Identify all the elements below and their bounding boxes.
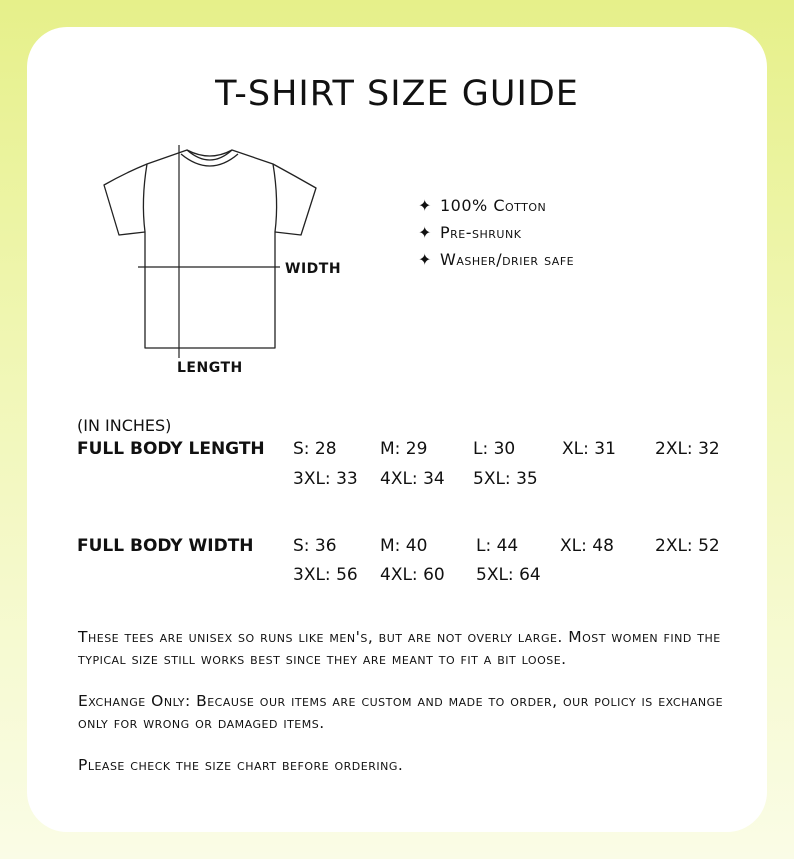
length-label: LENGTH xyxy=(177,360,243,376)
units-note: (IN INCHES) xyxy=(77,416,172,435)
length-size-s: S: 28 xyxy=(293,439,337,459)
width-size-m: M: 40 xyxy=(380,536,428,556)
four-point-star-icon: ✦ xyxy=(418,250,432,269)
width-size-xl: XL: 48 xyxy=(560,536,614,556)
features-list xyxy=(418,192,574,273)
length-size-m: M: 29 xyxy=(380,439,428,459)
length-size-3xl: 3XL: 33 xyxy=(293,469,358,489)
width-size-s: S: 36 xyxy=(293,536,337,556)
size-chart-reminder: Please check the size chart before ordering. xyxy=(78,756,404,774)
exchange-policy: Exchange Only: Because our items are custom and made to order, our policy is exchange only for wrong or damaged items. xyxy=(78,692,724,732)
width-size-2xl: 2XL: 52 xyxy=(655,536,720,556)
feature-text: Pre-shrunk xyxy=(440,223,522,242)
length-size-l: L: 30 xyxy=(473,439,516,459)
policy-notes xyxy=(78,626,738,796)
four-point-star-icon: ✦ xyxy=(418,196,432,215)
width-size-4xl: 4XL: 60 xyxy=(380,565,445,585)
width-size-l: L: 44 xyxy=(476,536,519,556)
width-label: WIDTH xyxy=(285,261,342,277)
four-point-star-icon: ✦ xyxy=(418,223,432,242)
length-row-label: FULL BODY LENGTH xyxy=(77,439,265,459)
feature-item xyxy=(418,246,574,273)
tshirt-outline-icon xyxy=(95,140,355,365)
length-size-5xl: 5XL: 35 xyxy=(473,469,538,489)
width-size-5xl: 5XL: 64 xyxy=(476,565,541,585)
width-row-label: FULL BODY WIDTH xyxy=(77,536,254,556)
feature-text: 100% Cotton xyxy=(440,196,547,215)
length-size-xl: XL: 31 xyxy=(562,439,616,459)
feature-text: Washer/drier safe xyxy=(440,250,575,269)
page-title: T-SHIRT SIZE GUIDE xyxy=(215,74,579,114)
width-size-3xl: 3XL: 56 xyxy=(293,565,358,585)
length-size-4xl: 4XL: 34 xyxy=(380,469,445,489)
fit-note: These tees are unisex so runs like men's, but are not overly large. Most women find the typical size still works best since they are meant to fit a bit loose. xyxy=(78,628,721,668)
feature-item xyxy=(418,219,574,246)
feature-item xyxy=(418,192,574,219)
length-size-2xl: 2XL: 32 xyxy=(655,439,720,459)
